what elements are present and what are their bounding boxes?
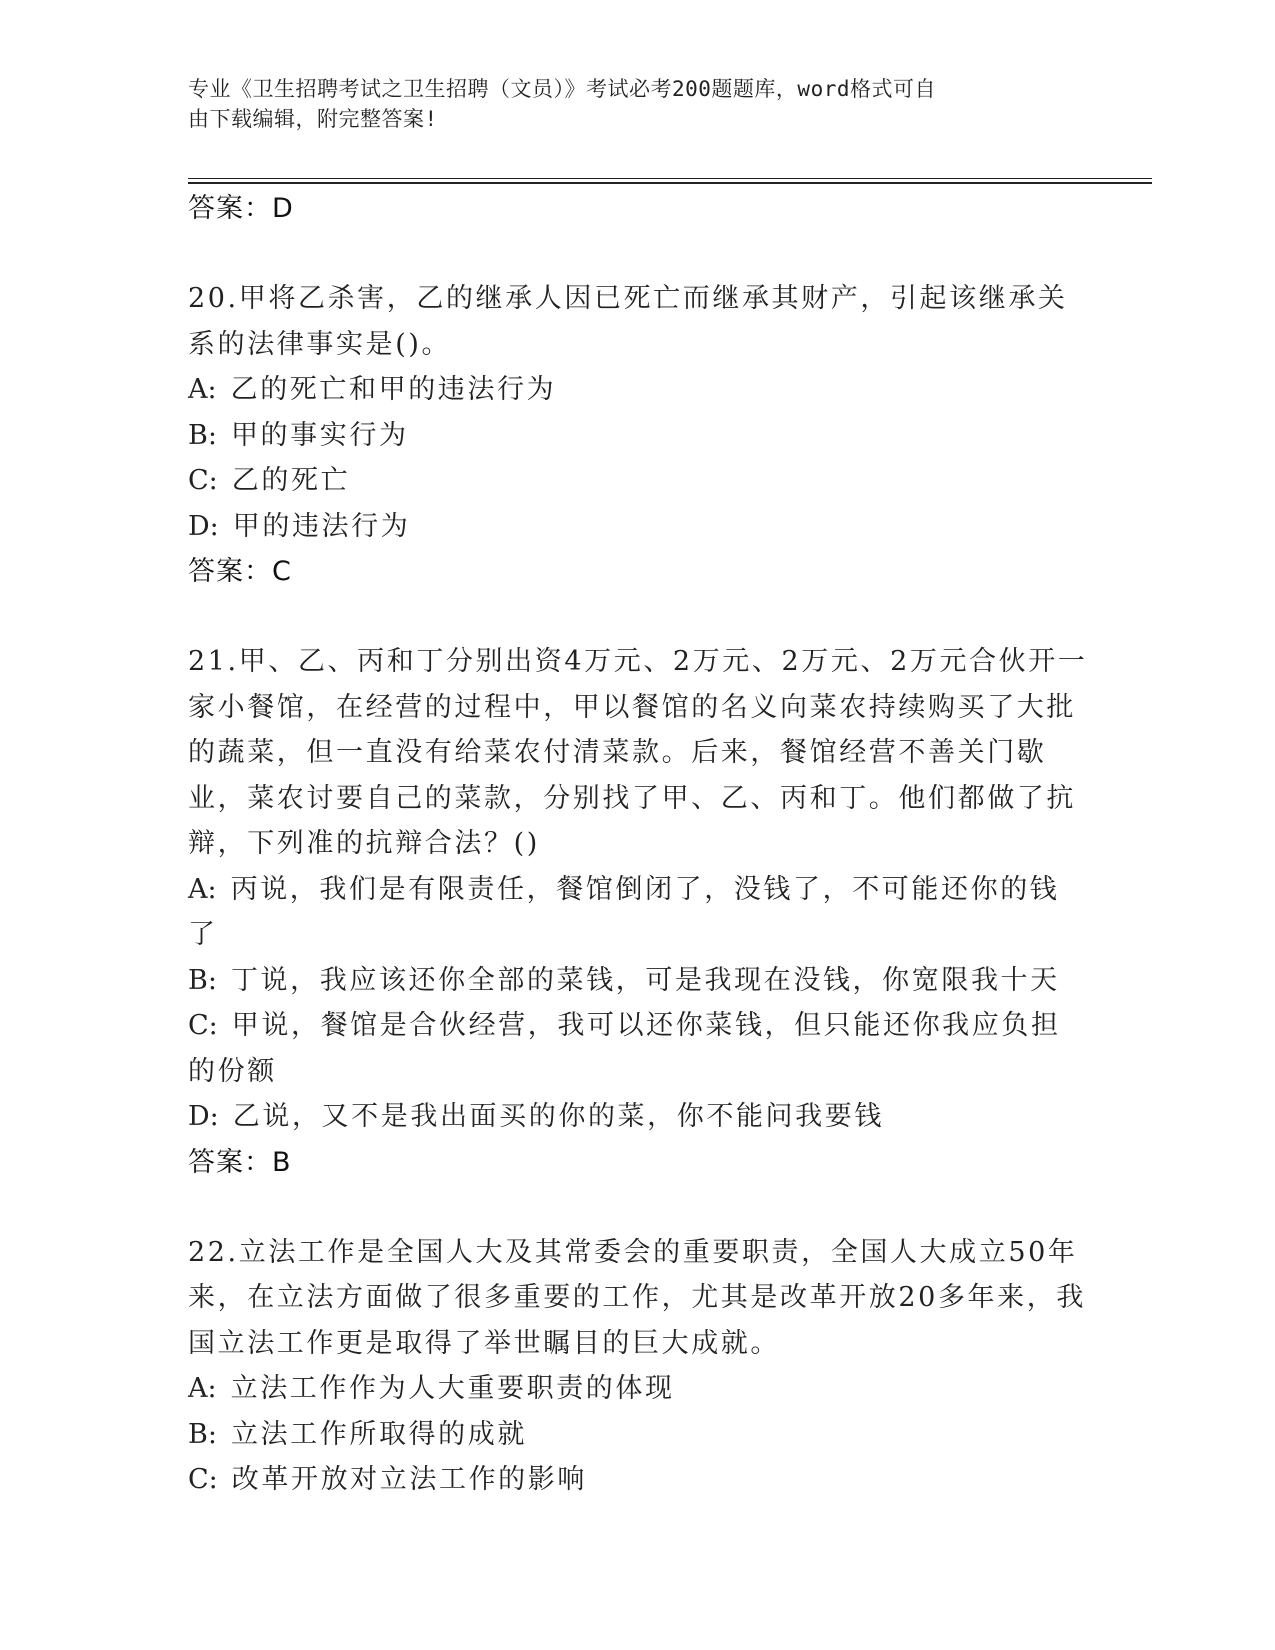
header-rule-thick <box>188 182 1152 184</box>
page-content <box>188 186 1088 1503</box>
question-answer: 答案：B <box>188 1146 292 1178</box>
page-header <box>188 74 1068 134</box>
previous-answer: 答案：D <box>188 193 294 224</box>
option-a <box>188 367 1088 413</box>
option-b <box>188 413 1088 459</box>
option-a <box>188 867 1088 958</box>
option-text: 立法工作所取得的成就 <box>230 1418 527 1450</box>
option-text: 甲说，餐馆是合伙经营，我可以还你菜钱，但只能还你我应负担的份额 <box>188 1010 1061 1087</box>
header-rule-thin <box>188 178 1152 179</box>
option-text: 丁说，我应该还你全部的菜钱，可是我现在没钱，你宽限我十天 <box>230 964 1060 996</box>
option-letter: A: <box>188 873 217 905</box>
option-letter: C: <box>188 465 218 496</box>
option-a <box>188 1366 1088 1412</box>
option-text: 甲的违法行为 <box>232 510 411 542</box>
option-c <box>188 1457 1088 1503</box>
header-line-2: 由下载编辑，附完整答案! <box>188 107 438 131</box>
option-b <box>188 1412 1088 1458</box>
option-letter: A: <box>188 374 217 405</box>
option-letter: C: <box>188 1010 218 1041</box>
option-letter: B: <box>188 1418 217 1450</box>
option-letter: D: <box>188 510 219 542</box>
option-d <box>188 504 1088 550</box>
option-c <box>188 1003 1088 1094</box>
question-22 <box>188 1230 1088 1503</box>
option-text: 立法工作作为人大重要职责的体现 <box>230 1373 675 1404</box>
option-letter: D: <box>188 1101 219 1132</box>
option-text: 乙的死亡和甲的违法行为 <box>230 374 557 405</box>
option-text: 乙说，又不是我出面买的你的菜，你不能问我要钱 <box>232 1101 884 1132</box>
option-letter: B: <box>188 964 217 996</box>
question-21 <box>188 639 1088 1186</box>
option-b <box>188 958 1088 1004</box>
option-letter: C: <box>188 1464 218 1495</box>
option-letter: B: <box>188 419 217 451</box>
question-stem: 22.立法工作是全国人大及其常委会的重要职责，全国人大成立50年来，在立法方面做了很多重要的工作，尤其是改革开放20多年来，我国立法工作更是取得了举世瞩目的巨大成就。 <box>188 1236 1086 1359</box>
question-answer: 答案：C <box>188 556 292 587</box>
question-stem: 20.甲将乙杀害，乙的继承人因已死亡而继承其财产，引起该继承关系的法律事实是()。 <box>188 283 1068 360</box>
option-d <box>188 1094 1088 1140</box>
header-line-1: 专业《卫生招聘考试之卫生招聘（文员）》考试必考200题题库，word格式可自 <box>188 77 936 101</box>
option-text: 甲的事实行为 <box>230 419 409 451</box>
option-text: 乙的死亡 <box>231 465 351 496</box>
question-20 <box>188 276 1088 595</box>
option-letter: A: <box>188 1373 217 1404</box>
option-text: 改革开放对立法工作的影响 <box>231 1464 587 1495</box>
option-text: 丙说，我们是有限责任，餐馆倒闭了，没钱了，不可能还你的钱了 <box>188 873 1060 950</box>
option-c <box>188 458 1088 504</box>
question-stem: 21.甲、乙、丙和丁分别出资4万元、2万元、2万元、2万元合伙开一家小餐馆，在经营的过程中，甲以餐馆的名义向菜农持续购买了大批的蔬菜，但一直没有给菜农付清菜款。后来，餐馆经营不善关门歇业，菜农讨要自己的菜款，分别找了甲、乙、丙和丁。他们都做了抗辩，下列准的抗辩合法？() <box>188 646 1088 859</box>
